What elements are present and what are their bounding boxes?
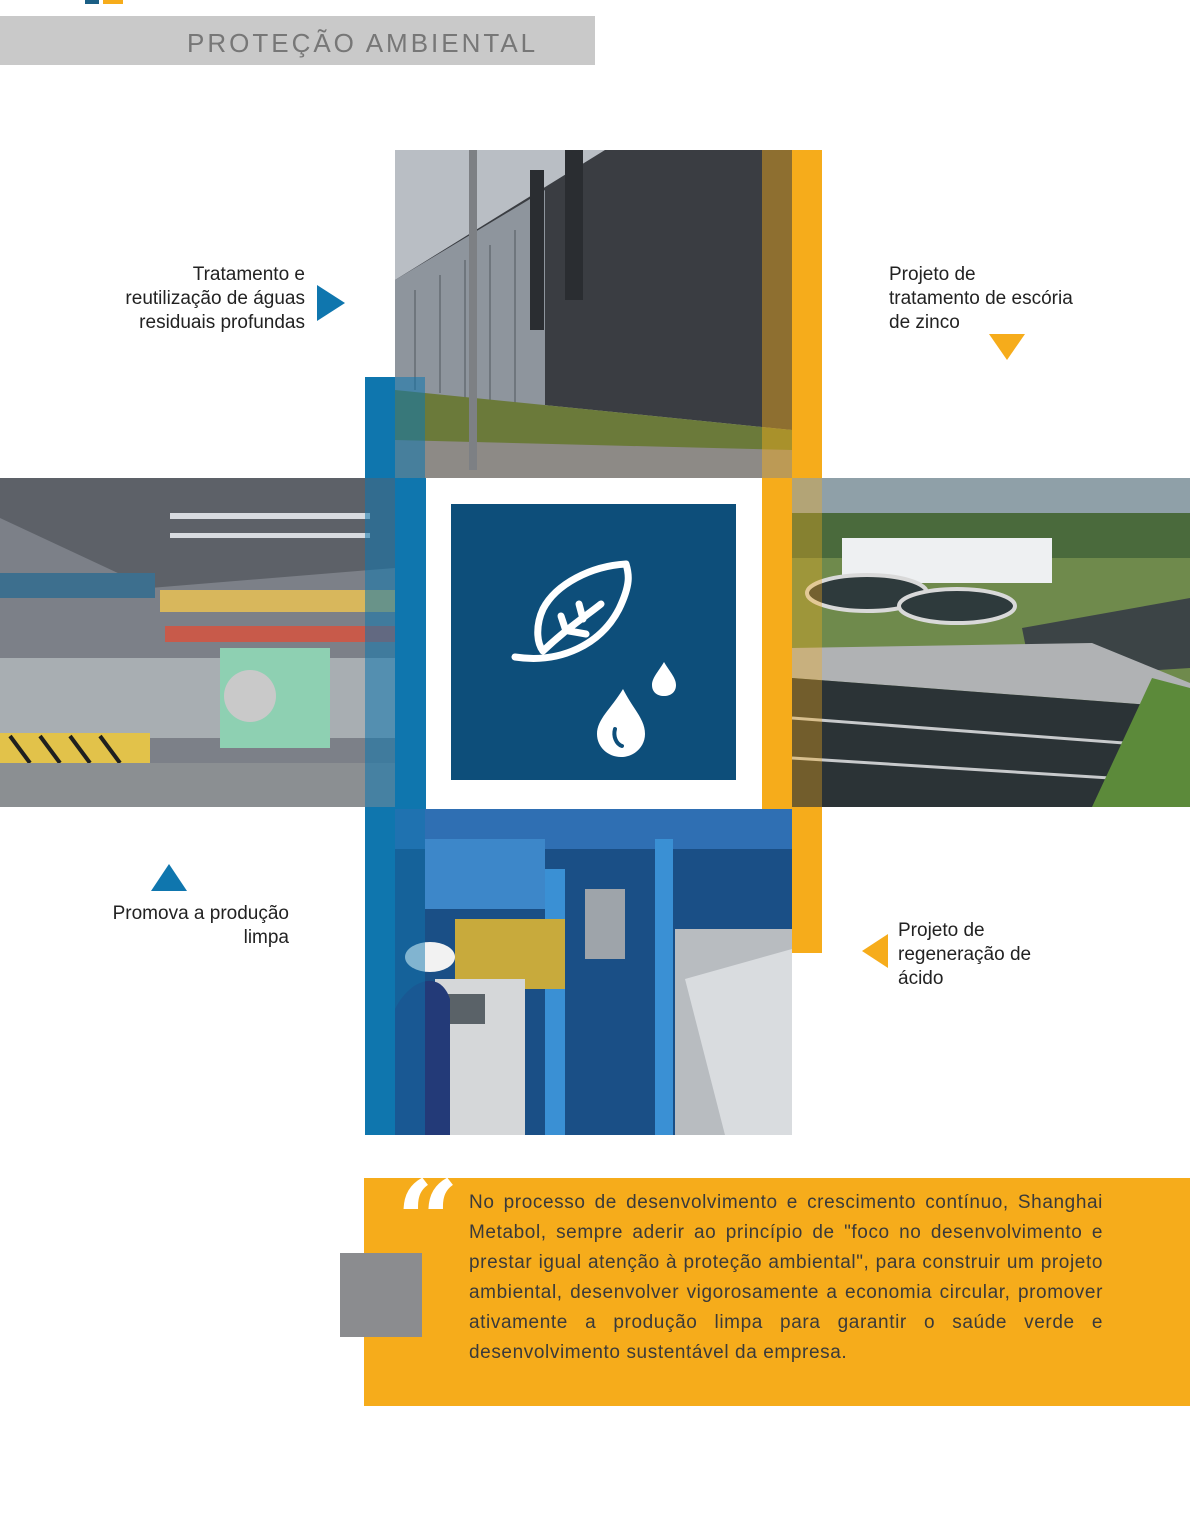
- label-acid-regeneration: Projeto de regeneração de ácido: [898, 920, 1032, 989]
- factory-interior-photo: [0, 478, 395, 807]
- triangle-left-icon: [862, 934, 888, 968]
- quote-text: No processo de desenvolvimento e crescimento contínuo, Shanghai Metabol, sempre aderir ao princípio de "foco no desenvolvimento e prestar igual atenção à proteção ambiental", para construir um projeto ambiental, desenvolver vigorosamente a economia circular, promover ativamente a produção limpa para garantir o saúde verde e desenvolvimento sustentável da empresa.: [469, 1192, 1103, 1363]
- label-zinc-slag: Projeto de tratamento de escória de zinco: [889, 264, 1073, 333]
- logo-mark-blue: [85, 0, 99, 4]
- triangle-down-icon: [989, 334, 1025, 360]
- leaf-water-drops-icon: [451, 504, 736, 780]
- triangle-right-icon: [317, 285, 345, 321]
- page-title: PROTEÇÃO AMBIENTAL: [187, 28, 539, 58]
- label-water-treatment: Tratamento e reutilização de águas residuais profundas: [125, 264, 305, 333]
- quote-mark-icon: “: [396, 1156, 460, 1285]
- water-treatment-photo: [792, 478, 1190, 807]
- label-clean-production: Promova a produção limpa: [112, 903, 289, 948]
- machinery-photo: [395, 809, 792, 1135]
- logo-mark-yellow: [103, 0, 123, 4]
- center-navy-panel: [451, 504, 736, 780]
- building-photo: [395, 150, 792, 478]
- triangle-up-icon: [151, 864, 187, 891]
